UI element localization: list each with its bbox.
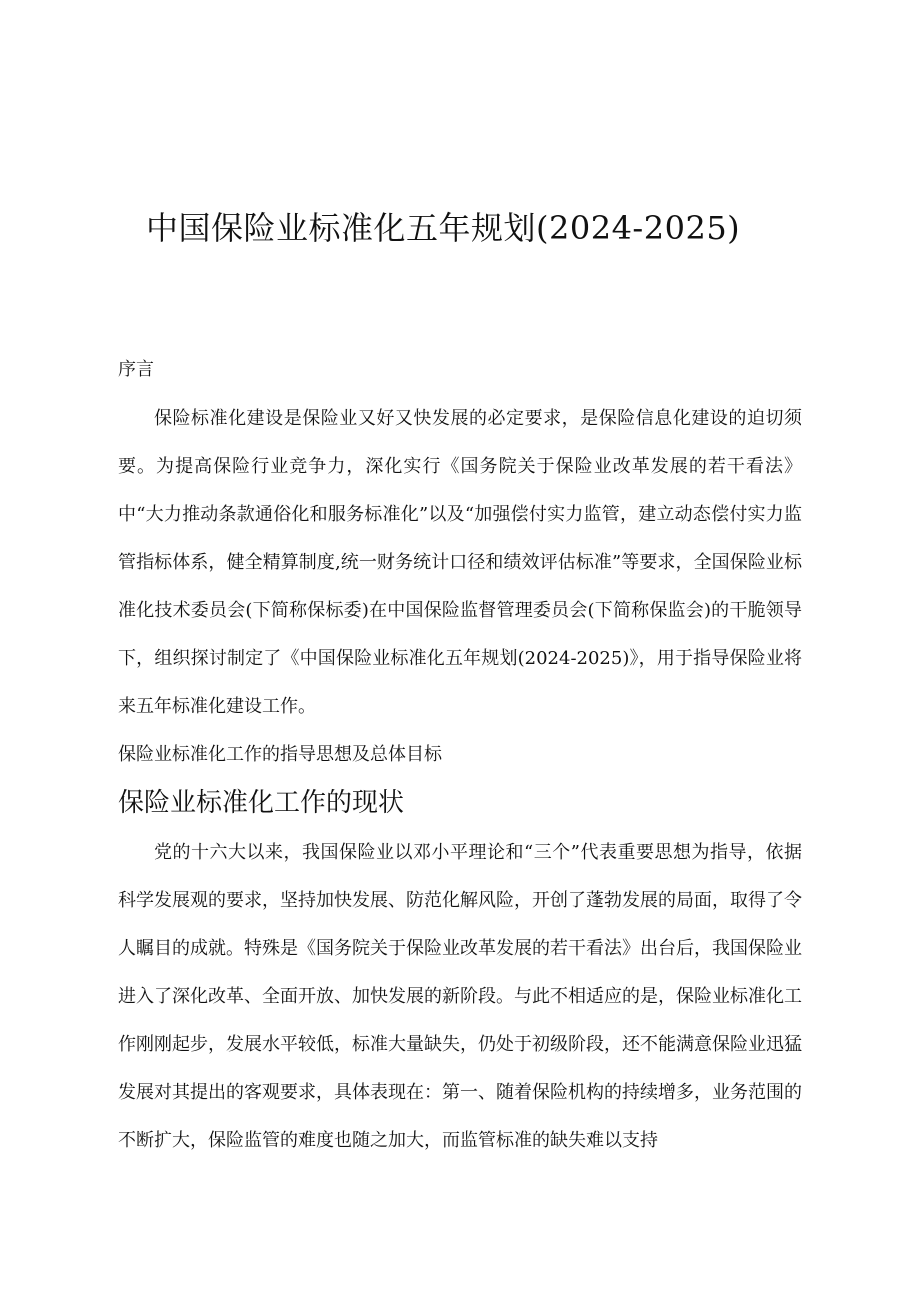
section-heading: 保险业标准化工作的现状 <box>118 788 405 818</box>
preface-paragraph: 保险标准化建设是保险业又好又快发展的必定要求，是保险信息化建设的迫切须要。为提高保险行业竞争力，深化实行《国务院关于保险业改革发展的若干看法》中“大力推动条款通俗化和服务标准化”以及“加强偿付实力监管，建立动态偿付实力监管指标体系，健全精算制度,统一财务统计口径和绩效评估标准”等要求，全国保险业标准化技术委员会(下简称保标委)在中国保险监督管理委员会(下简称保监会)的干脆领导下，组织探讨制定了《中国保险业标准化五年规划(2024-2025)》，用于指导保险业将来五年标准化建设工作。 <box>118 408 802 717</box>
status-paragraph: 党的十六大以来，我国保险业以邓小平理论和“三个”代表重要思想为指导，依据科学发展观的要求，坚持加快发展、防范化解风险，开创了蓬勃发展的局面，取得了令人瞩目的成就。特殊是《国务院关于保险业改革发展的若干看法》出台后，我国保险业进入了深化改革、全面开放、加快发展的新阶段。与此不相适应的是，保险业标准化工作刚刚起步，发展水平较低，标准大量缺失，仍处于初级阶段，还不能满意保险业迅猛发展对其提出的客观要求，具体表现在：第一、随着保险机构的持续增多，业务范围的不断扩大，保险监管的难度也随之加大，而监管标准的缺失难以支持 <box>118 842 802 1151</box>
guiding-heading: 保险业标准化工作的指导思想及总体目标 <box>118 744 442 765</box>
document-title: 中国保险业标准化五年规划(2024-2025) <box>146 209 741 247</box>
preface-label: 序言 <box>118 359 154 380</box>
